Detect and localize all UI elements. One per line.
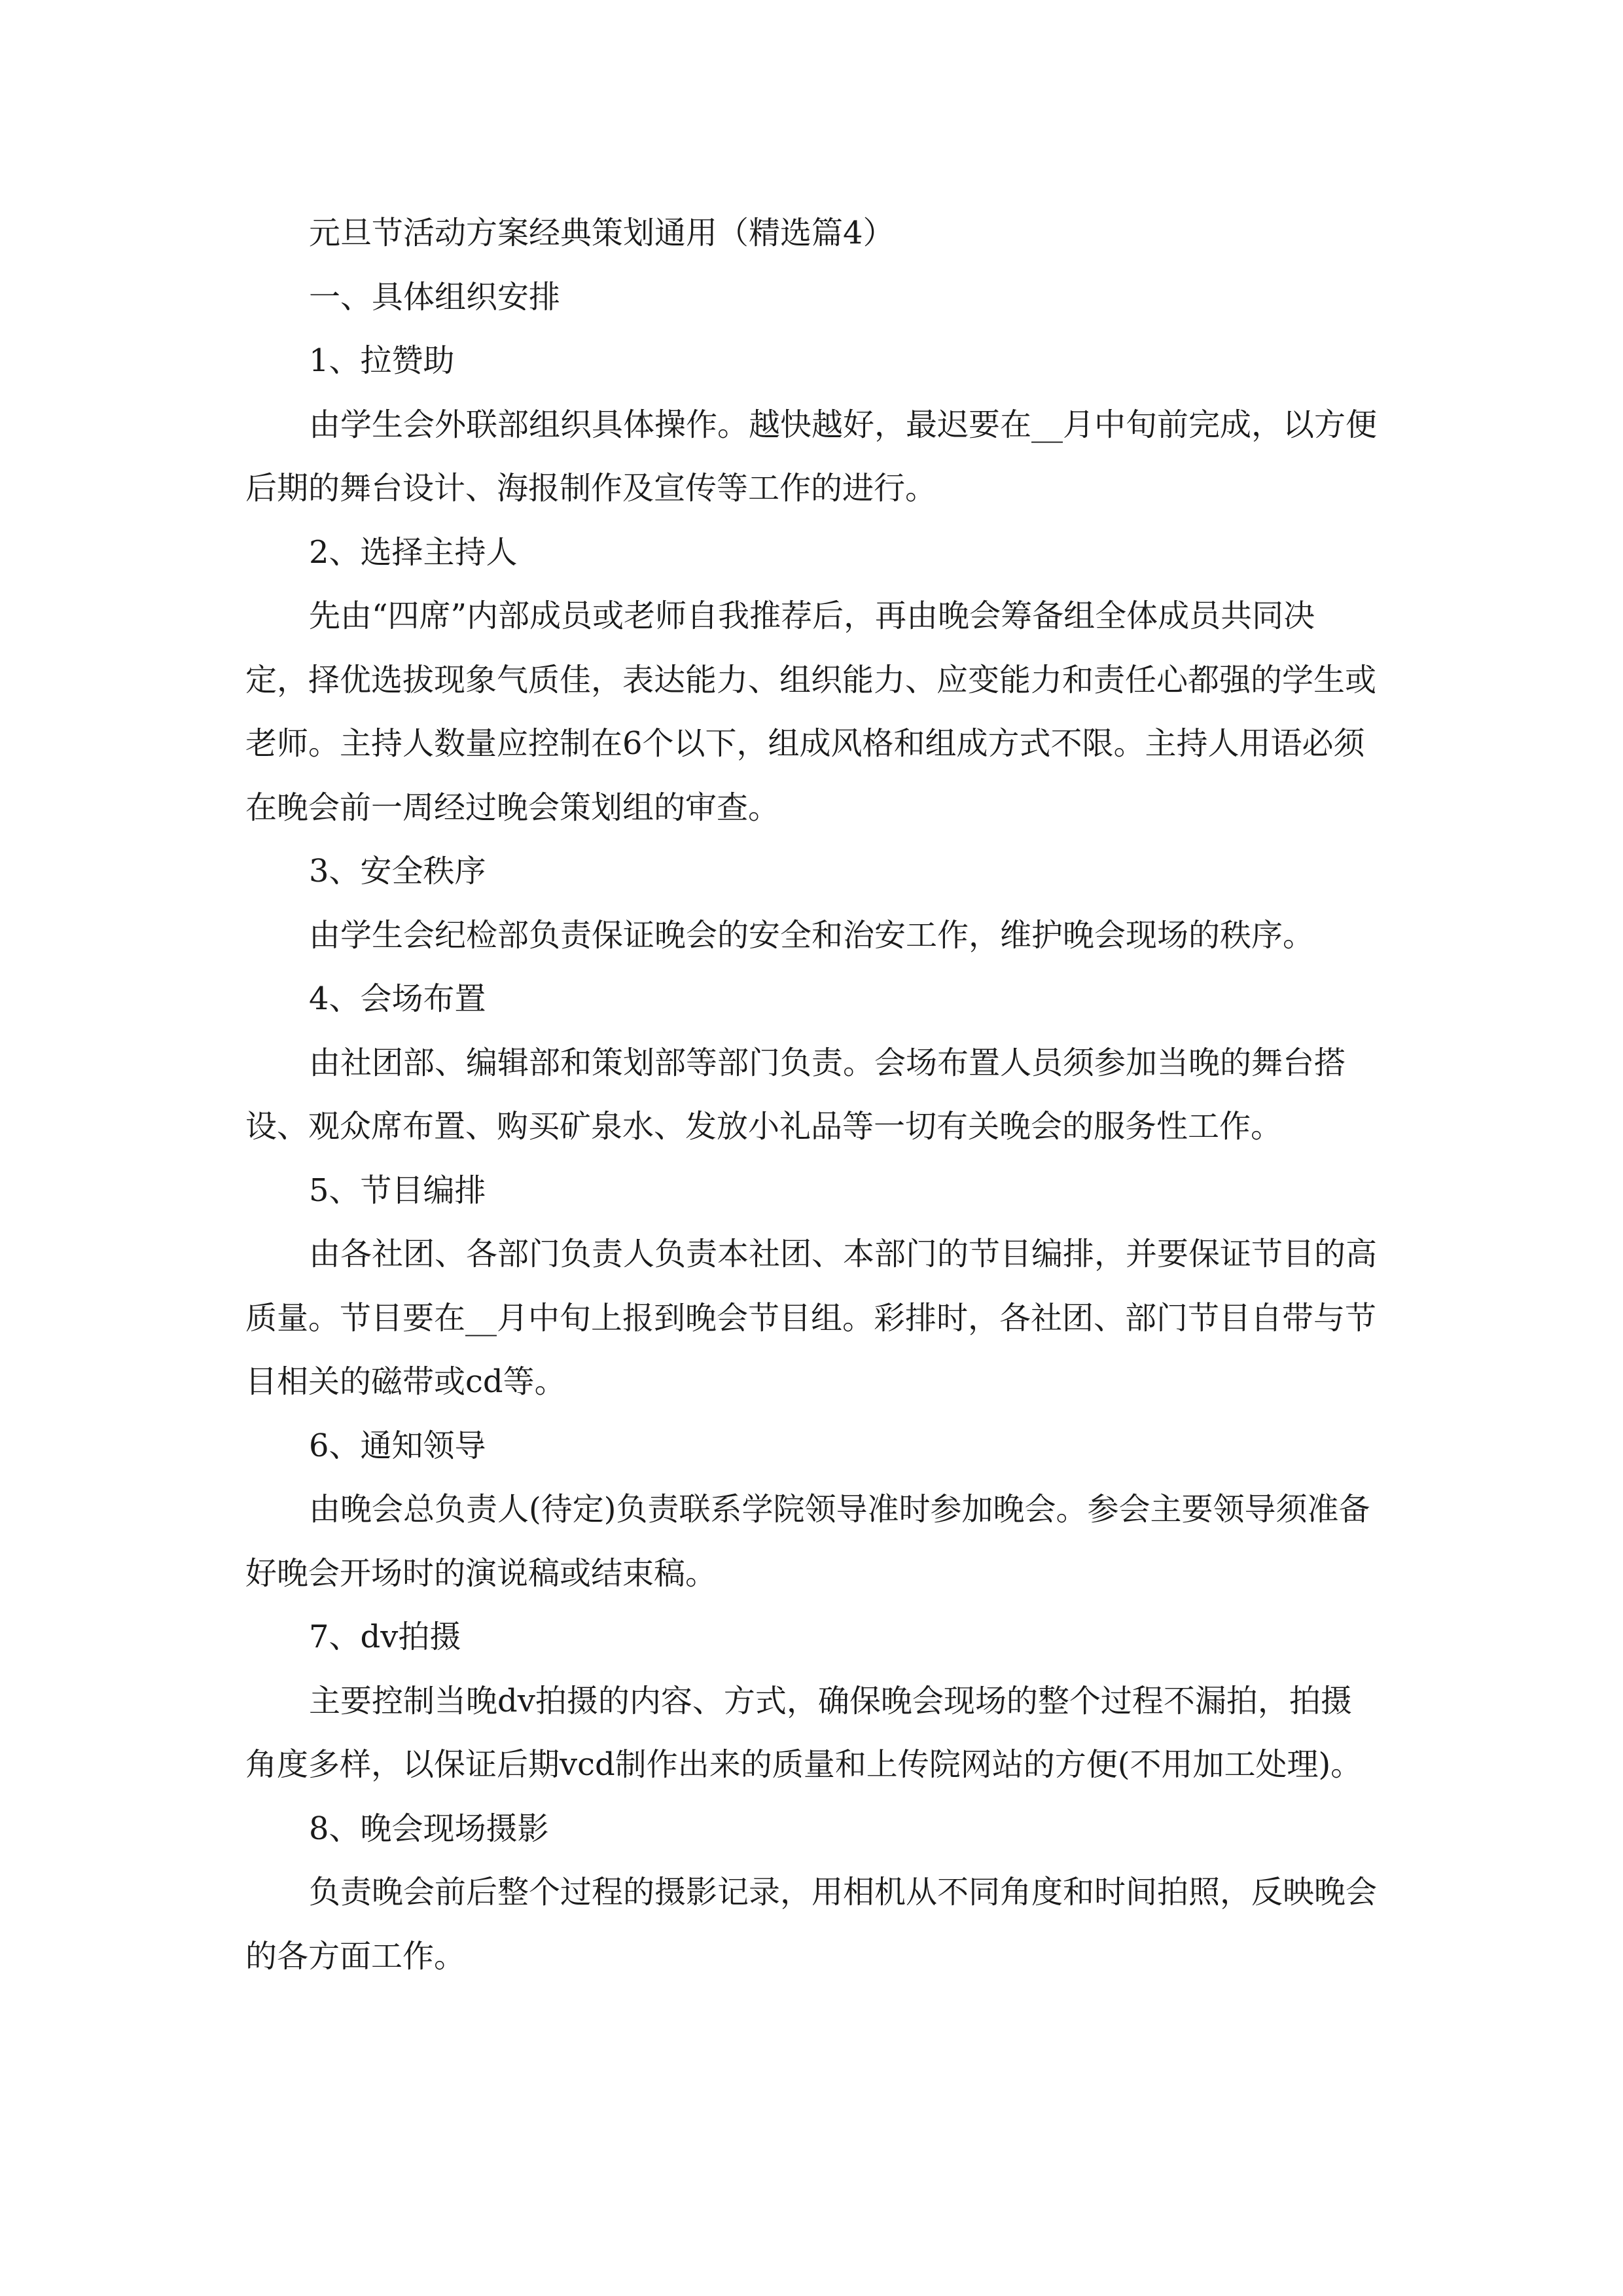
item-body-6: 由晚会总负责人(待定)负责联系学院领导准时参加晚会。参会主要领导须准备好晚会开场时的演说稿或结束稿。 bbox=[245, 1491, 1370, 1592]
item-body-3: 由学生会纪检部负责保证晚会的安全和治安工作，维护晚会现场的秩序。 bbox=[309, 916, 1315, 954]
document-title: 元旦节活动方案经典策划通用（精选篇4） bbox=[309, 215, 895, 251]
item-heading-3: 3、安全秩序 bbox=[309, 853, 486, 889]
item-heading-4: 4、会场布置 bbox=[309, 980, 486, 1017]
item-heading-5: 5、节目编排 bbox=[309, 1172, 486, 1209]
item-heading-8: 8、晚会现场摄影 bbox=[309, 1810, 549, 1847]
item-heading-7: 7、dv拍摄 bbox=[309, 1619, 461, 1655]
item-heading-2: 2、选择主持人 bbox=[309, 533, 518, 571]
item-body-5: 由各社团、各部门负责人负责本社团、本部门的节目编排，并要保证节目的高质量。节目要在__月中旬上报到晚会节目组。彩排时，各社团、部门节目自带与节目相关的磁带或cd等。 bbox=[245, 1236, 1378, 1400]
item-heading-6: 6、通知领导 bbox=[309, 1427, 486, 1464]
document-body bbox=[245, 202, 1378, 1988]
item-heading-1: 1、拉赞助 bbox=[309, 342, 455, 379]
item-body-4: 由社团部、编辑部和策划部等部门负责。会场布置人员须参加当晚的舞台搭设、观众席布置、购买矿泉水、发放小礼品等一切有关晚会的服务性工作。 bbox=[245, 1044, 1346, 1145]
item-body-2: 先由“四席”内部成员或老师自我推荐后，再由晚会筹备组全体成员共同决定，择优选拔现象气质佳，表达能力、组织能力、应变能力和责任心都强的学生或老师。主持人数量应控制在6个以下，组成风格和组成方式不限。主持人用语必须在晚会前一周经过晚会策划组的审查。 bbox=[245, 598, 1377, 826]
item-body-7: 主要控制当晚dv拍摄的内容、方式，确保晚会现场的整个过程不漏拍，拍摄角度多样，以保证后期vcd制作出来的质量和上传院网站的方便(不用加工处理)。 bbox=[245, 1682, 1363, 1783]
item-body-8: 负责晚会前后整个过程的摄影记录，用相机从不同角度和时间拍照，反映晚会的各方面工作。 bbox=[245, 1874, 1378, 1975]
section-heading: 一、具体组织安排 bbox=[309, 278, 561, 315]
item-body-1: 由学生会外联部组织具体操作。越快越好，最迟要在__月中旬前完成，以方便后期的舞台设计、海报制作及宣传等工作的进行。 bbox=[245, 406, 1378, 507]
